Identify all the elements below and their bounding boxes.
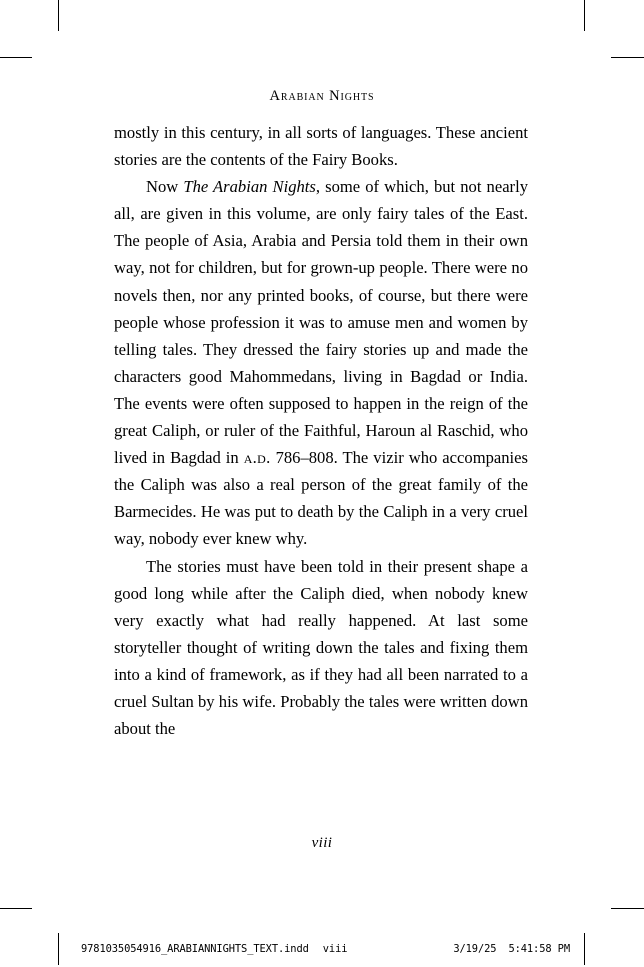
crop-mark-top-left-horizontal — [0, 57, 32, 58]
body-text-block — [114, 119, 528, 742]
paragraph-1-text: mostly in this century, in all sorts of languages. These ancient stories are the contents of the Fairy Books. — [114, 123, 528, 170]
slug-right-group — [453, 943, 570, 955]
slug-page-number: viii — [322, 943, 348, 955]
crop-mark-top-right-vertical — [584, 0, 585, 31]
crop-mark-top-left-vertical — [58, 0, 59, 31]
page-number: viii — [311, 835, 333, 851]
crop-mark-bottom-left-horizontal — [0, 908, 32, 909]
paragraph-2-middle: , some of which, but not nearly all, are given in this volume, are only fairy tales of the East. The people of Asia, Arabia and Persia told them in their own way, not for children, but for grown-up people. There were no novels then, nor any printed books, of course, but there were people whose profession it was to amuse men and women by telling tales. They dressed the fairy stories up and made the characters good Mahommedans, living in Bagdad or India. The events were often supposed to happen in the reign of the great Caliph, or ruler of the Faithful, Haroun al Raschid, who lived in Bagdad in — [114, 177, 528, 468]
running-head: Arabian Nights — [269, 88, 375, 104]
slug-time: 5:41:58 PM — [508, 943, 570, 955]
paragraph-2-tail: 786–808. The vizir who accompanies the Caliph was also a real person of the great family of the Barmecides. He was put to death by the Caliph in a very cruel way, nobody ever knew why. — [114, 448, 528, 549]
paragraph-2-lead: Now — [146, 177, 184, 197]
crop-mark-top-right-horizontal — [611, 57, 644, 58]
slug-date: 3/19/25 — [453, 943, 497, 955]
slug-left-group — [81, 943, 347, 955]
paragraph-1 — [114, 119, 528, 173]
paragraph-3 — [114, 553, 528, 743]
paragraph-3-text: The stories must have been told in their present shape a good long while after the Caliph died, when nobody knew very exactly what had really happened. At last some storyteller thought of writing down the tales and fixing them into a kind of framework, as if they had all been narrated to a cruel Sultan by his wife. Probably the tales were written down about the — [114, 556, 528, 739]
printer-slug-bar — [58, 933, 585, 965]
crop-mark-bottom-right-horizontal — [611, 908, 644, 909]
book-title-italic: The Arabian Nights — [183, 177, 316, 197]
paragraph-2 — [114, 173, 528, 552]
era-abbreviation: a.d. — [243, 448, 271, 468]
slug-filename: 9781035054916_ARABIANNIGHTS_TEXT.indd — [81, 943, 309, 955]
